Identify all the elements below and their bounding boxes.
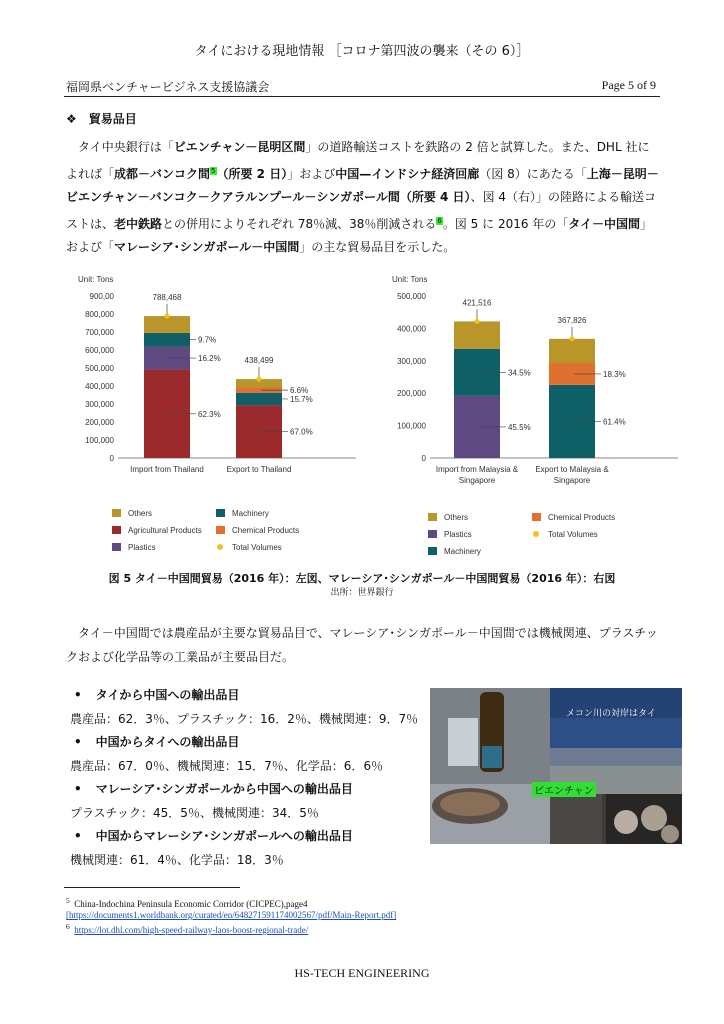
para-bold: 中国—インドシナ経済回廊 [335,166,480,181]
y-tick-label: 100,000 [85,436,114,445]
footnote-ref-6[interactable]: 6 [437,216,442,225]
para-text: 」および [287,166,336,181]
para-bold: 上海－昆明－ビエンチャン－バンコク－クアラルンプール－シンガポール間（所要 4 日） [66,166,659,204]
y-tick-label: 500,000 [85,364,114,373]
legend-swatch [217,544,223,550]
legend-swatch [428,530,437,538]
y-tick-label: 700,000 [85,328,114,337]
category-label: Singapore [553,476,591,485]
photo-label-mekong: メコン川の対岸はタイ [566,709,656,719]
category-label: Import from Thailand [130,465,204,474]
segment-label: 16.2% [198,354,221,364]
segment-label: 18.3% [603,369,626,379]
body-paragraph-2: タイ－中国間では農産品が主要な貿易品目で、マレーシア･シンガポール－中国間では機械関連、プラスチックおよび化学品等の工業品が主要品目だ。 [66,626,658,664]
legend-swatch [533,531,539,537]
para-bold: マレーシア･シンガポール－中国間 [114,240,300,254]
legend-label: Others [444,513,469,522]
total-dot [257,377,262,382]
legend-label: Total Volumes [548,530,598,539]
para-bold: ビエンチャン－昆明区間 [173,140,306,154]
segment-label: 34.5% [508,368,531,378]
total-label: 367,826 [557,315,587,325]
organization-name: 福岡県ベンチャービジネス支援協議会 [66,80,270,94]
bar-segment [549,339,595,363]
legend-label: Total Volumes [232,543,282,552]
para-bold: （所要 2 日） [216,166,288,181]
y-tick-label: 200,000 [85,418,114,427]
para-text: 」の道路輸送コストを鉄路の 2 倍と試算した。また、DHL 社によれば「 [66,140,650,181]
segment-label: 6.6% [290,386,309,396]
bullet-heading: • 中国からマレーシア･シンガポールへの輸出品目 [66,825,426,849]
photo-label-vientiane: ビエンチャン [532,782,596,797]
bullet-value: 農産品：62．3％、プラスチック：16．2％、機械関連：9．7％ [70,711,419,726]
total-dot [570,336,575,341]
category-label: Export to Malaysia & [535,465,609,474]
figure-source: 出所：世界銀行 [330,588,394,598]
segment-label: 67.0% [290,427,313,437]
y-tick-label: 0 [421,454,426,463]
para-bold: 成都－バンコク間 [114,166,211,181]
y-tick-label: 500,000 [397,292,426,301]
legend-swatch [216,509,225,517]
bullet-heading: • 中国からタイへの輸出品目 [66,731,426,755]
legend-label: Machinery [444,547,481,556]
section-heading: ❖ 貿易品目 [66,112,137,126]
segment-label: 45.5% [508,422,531,432]
bullet-value: プラスチック：45．5％、機械関連：34．5％ [70,805,319,820]
para-bold: 老中鉄路 [114,216,163,231]
footnote-5 [66,896,307,909]
y-tick-label: 0 [109,454,114,463]
y-tick-label: 900,00 [89,292,114,301]
y-tick-label: 300,000 [397,356,426,366]
y-tick-label: 200,000 [397,389,426,399]
vientiane-photo [430,688,682,844]
legend-label: Agricultural Products [128,526,202,535]
para-text: （図 8）にあたる「 [479,166,587,181]
legend-swatch [532,513,541,521]
para-text: 。図 5 に 2016 年の「 [442,216,569,231]
y-tick-label: 400,000 [397,324,426,334]
total-label: 788,468 [152,293,182,303]
chart-thailand-china-trade [64,268,364,560]
y-tick-label: 600,000 [85,346,114,355]
para-text: 」および「 [66,216,653,254]
total-label: 438,499 [244,356,274,366]
bar-segment [144,316,190,333]
para-text: 、図 4（右）」の陸路による輸送コストは、 [66,190,657,231]
segment-label: 9.7% [198,335,217,345]
legend-label: Chemical Products [232,526,300,535]
page-footer: HS-TECH ENGINEERING [294,966,430,980]
para-bold: タイ－中国間 [568,216,641,231]
footnote-number: 5 [66,896,70,905]
legend-label: Others [128,509,153,518]
category-label: Export to Thailand [226,465,292,474]
para-text: 」の主な貿易品目を示した。 [299,240,456,254]
footnote-number: 6 [66,922,70,931]
para-text: タイ中央銀行は「 [78,140,174,154]
legend-label: Machinery [232,509,269,518]
y-tick-label: 300,000 [85,400,114,409]
legend-label: Plastics [444,530,472,539]
y-tick-label: 800,000 [85,310,114,319]
header-rule [64,96,660,97]
segment-label: 15.7% [290,394,313,404]
footnote-rule [64,887,240,888]
total-dot [165,314,170,319]
y-tick-label: 100,000 [397,421,426,431]
page-number: Page 5 of 9 [601,78,656,92]
total-dot [475,319,480,324]
legend-swatch [428,513,437,521]
footnote-text: China-Indochina Peninsula Economic Corridor (CICPEC),page4 [74,899,308,909]
footnote-5-link-line [66,910,396,920]
legend-swatch [428,547,437,555]
category-label: Import from Malaysia & [435,465,519,474]
legend-swatch [112,509,121,517]
bar-segment [454,321,500,348]
footnote-link[interactable]: [https://documents1.worldbank.org/curated/en/648271591174002567/pdf/Main-Report.pdf] [66,910,397,920]
bullet-heading: • タイから中国への輸出品目 [66,684,426,708]
legend-swatch [216,526,225,534]
legend-swatch [112,543,121,551]
footnote-link[interactable]: https://lot.dhl.com/high-speed-railway-laos-boost-regional-trade/ [74,925,309,935]
bullet-value: 機械関連：61．4％、化学品：18．3％ [70,852,284,867]
footnote-ref-5[interactable]: 5 [211,166,216,175]
document-title: タイにおける現地情報 ［コロナ第四波の襲来（その 6）］ [194,44,530,59]
legend-label: Chemical Products [548,513,616,522]
bullet-value: 農産品：67．0％、機械関連：15．7％、化学品：6．6％ [70,758,384,773]
legend-label: Plastics [128,543,156,552]
export-bullet-list [66,684,426,872]
legend-swatch [112,526,121,534]
chart-malaysia-singapore-china-trade [386,268,686,560]
category-label: Singapore [458,476,496,485]
footnote-6 [66,922,308,935]
unit-label: Unit: Tons [78,275,114,284]
figure-caption: 図 5 タイ－中国間貿易（2016 年）：左図、マレーシア･シンガポール－中国間貿易（2016 年）：右図 [108,572,616,585]
bullet-heading: • マレーシア･シンガポールから中国への輸出品目 [66,778,426,802]
segment-label: 62.3% [198,409,221,419]
unit-label: Unit: Tons [392,275,428,284]
segment-label: 61.4% [603,417,626,427]
body-paragraph-1 [66,136,660,260]
y-tick-label: 400,000 [85,382,114,391]
total-label: 421,516 [462,298,492,308]
para-text: との併用によりそれぞれ 78％減、38％削減される [162,216,437,231]
